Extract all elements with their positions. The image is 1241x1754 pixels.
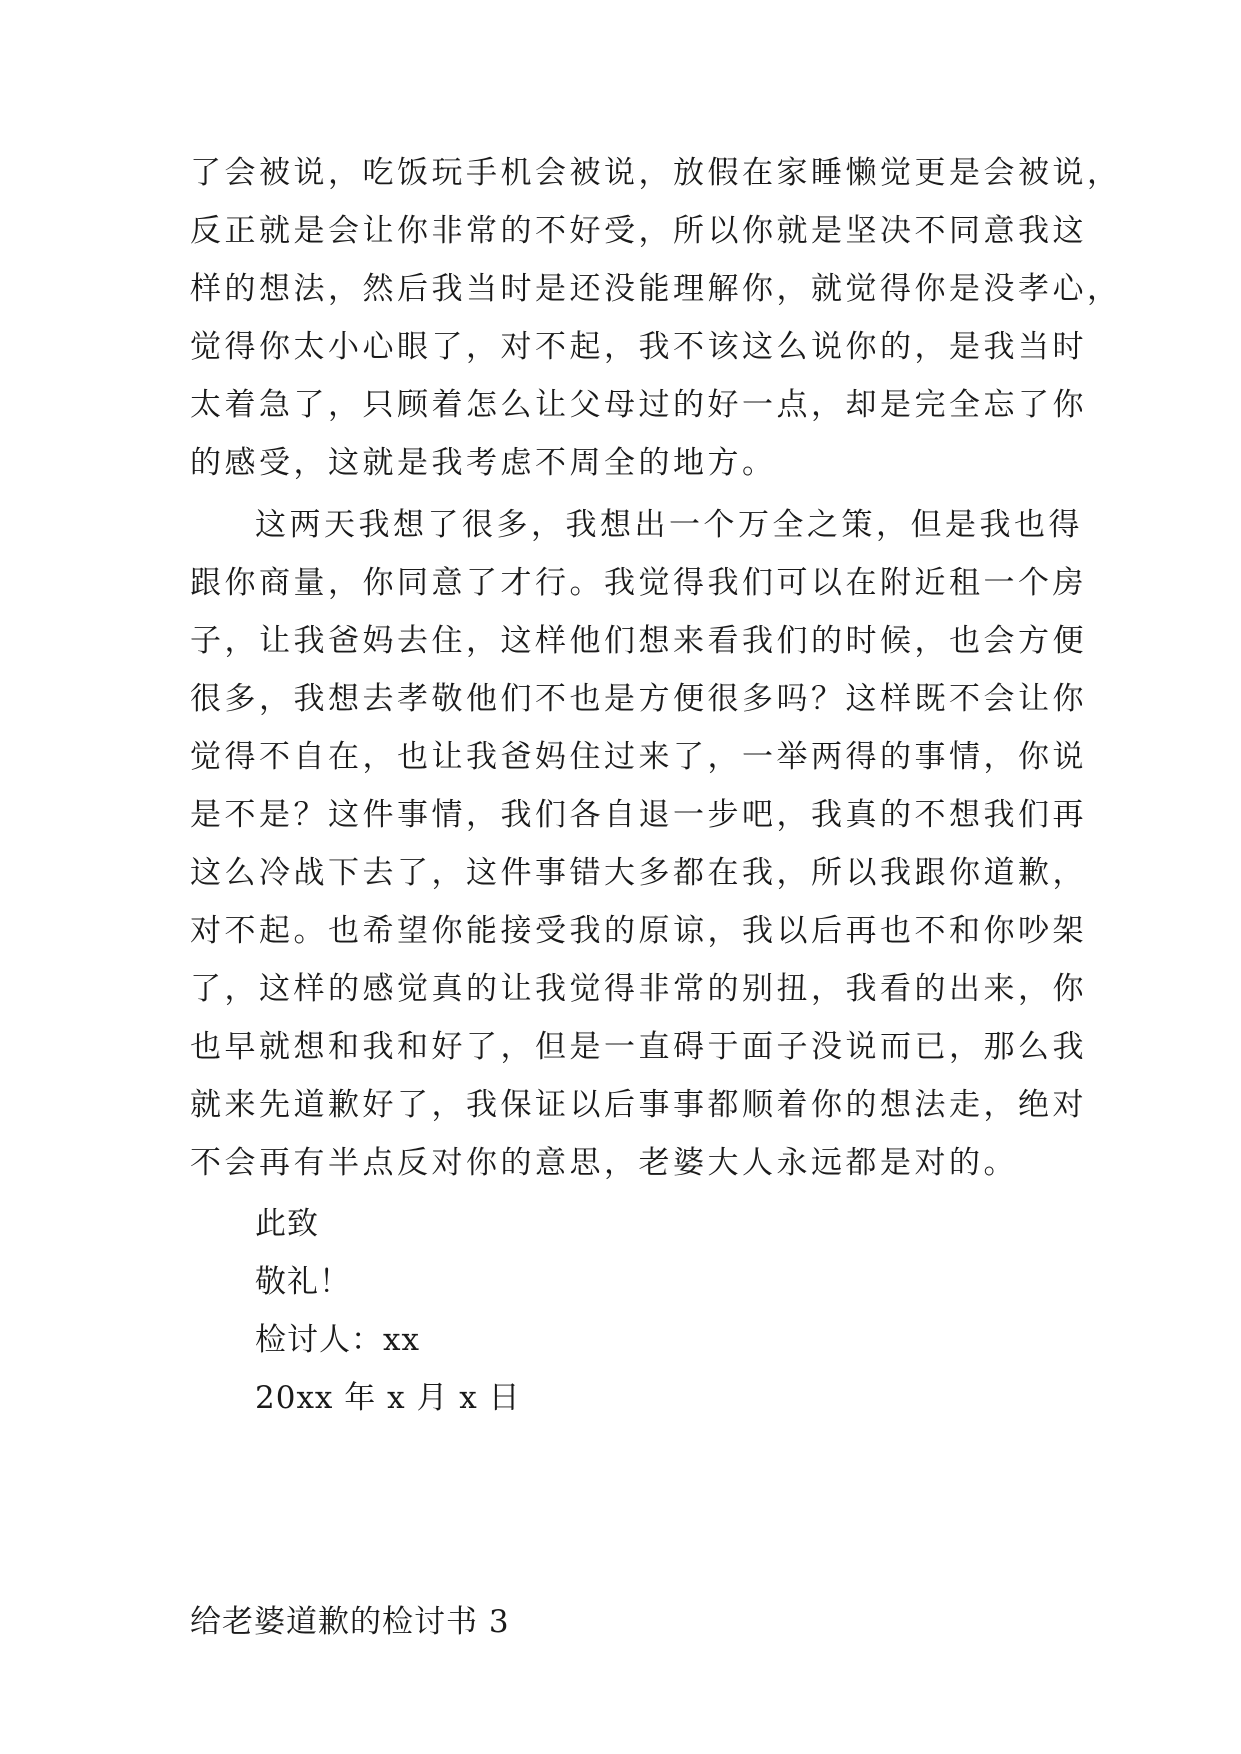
body-line: 了会被说，吃饭玩手机会被说，放假在家睡懒觉更是会被说， [190, 155, 1122, 191]
body-line: 很多，我想去孝敬他们不也是方便很多吗？这样既不会让你 [190, 681, 1087, 717]
closing-salutation: 此致 [255, 1206, 319, 1242]
body-line: 跟你商量，你同意了才行。我觉得我们可以在附近租一个房 [190, 565, 1087, 601]
body-line: 觉得你太小心眼了，对不起，我不该这么说你的，是我当时 [190, 329, 1087, 365]
next-section-title: 给老婆道歉的检讨书 3 [190, 1604, 510, 1640]
paragraph-first-line: 这两天我想了很多，我想出一个万全之策，但是我也得 [255, 507, 1083, 543]
body-line: 子，让我爸妈去住，这样他们想来看我们的时候，也会方便 [190, 623, 1087, 659]
signer-line: 检讨人：xx [255, 1322, 420, 1358]
body-line: 了，这样的感觉真的让我觉得非常的别扭，我看的出来，你 [190, 971, 1087, 1007]
body-line: 觉得不自在，也让我爸妈住过来了，一举两得的事情，你说 [190, 739, 1087, 775]
body-line: 也早就想和我和好了，但是一直碍于面子没说而已，那么我 [190, 1029, 1087, 1065]
body-line: 样的想法，然后我当时是还没能理解你，就觉得你是没孝心， [190, 271, 1122, 307]
body-line: 的感受，这就是我考虑不周全的地方。 [190, 445, 777, 481]
body-line: 就来先道歉好了，我保证以后事事都顺着你的想法走，绝对 [190, 1087, 1087, 1123]
date-line: 20xx 年 x 月 x 日 [255, 1380, 521, 1416]
body-line: 反正就是会让你非常的不好受，所以你就是坚决不同意我这 [190, 213, 1087, 249]
body-line: 是不是？这件事情，我们各自退一步吧，我真的不想我们再 [190, 797, 1087, 833]
body-line: 这么冷战下去了，这件事错大多都在我，所以我跟你道歉， [190, 855, 1087, 891]
body-line: 不会再有半点反对你的意思，老婆大人永远都是对的。 [190, 1145, 1018, 1181]
body-line: 太着急了，只顾着怎么让父母过的好一点，却是完全忘了你 [190, 387, 1087, 423]
body-line: 对不起。也希望你能接受我的原谅，我以后再也不和你吵架 [190, 913, 1087, 949]
closing-regards: 敬礼！ [255, 1264, 351, 1300]
